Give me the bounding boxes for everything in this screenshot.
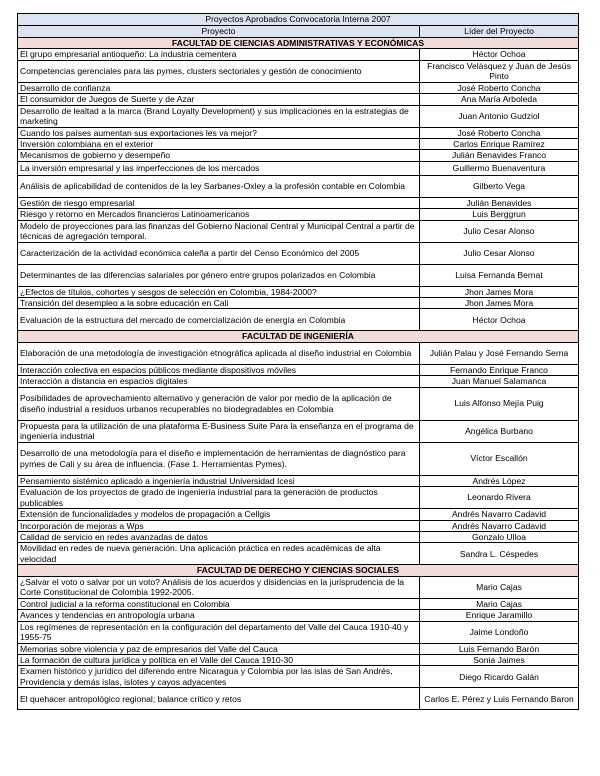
faculty-row [18, 565, 579, 576]
project-cell: Control judicial a la reforma constitucional en Colombia [18, 598, 420, 609]
project-cell: Caracterización de la actividad económica caleña a partir del Censo Económico del 2005 [18, 242, 420, 264]
table-row [18, 666, 579, 688]
faculty-row [18, 38, 579, 49]
leader-cell: Julián Benavides [420, 197, 579, 208]
table-row [18, 688, 579, 710]
table-row [18, 520, 579, 531]
table-row [18, 242, 579, 264]
table-row [18, 420, 579, 442]
project-cell: Avances y tendencias en antropología urbana [18, 610, 420, 621]
leader-cell: Luisa Fernanda Bernat [420, 264, 579, 286]
project-cell: Determinantes de las diferencias salariales por género entre grupos polarizados en Colombia [18, 264, 420, 286]
leader-cell: Angélica Burbano [420, 420, 579, 442]
project-cell: Evaluación de los proyectos de grado de ingeniería industrial para la generación de productos publicables [18, 487, 420, 509]
leader-cell: Gonzalo Ulloa [420, 531, 579, 542]
leader-cell: Andrés Navarro Cadavid [420, 520, 579, 531]
table-row [18, 342, 579, 364]
leader-cell: Luis Alfonso Mejía Puig [420, 387, 579, 420]
project-cell: Propuesta para la utilización de una plataforma E-Business Suite Para la enseñanza en el programa de ingeniería industrial [18, 420, 420, 442]
table-row [18, 442, 579, 475]
leader-column-header: Líder del Proyecto [420, 26, 579, 38]
leader-cell: Julio Cesar Alonso [420, 220, 579, 242]
project-cell: Interacción colectiva en espacios públicos mediante dispositivos móviles [18, 364, 420, 375]
project-cell: Desarrollo de confianza [18, 82, 420, 93]
table-row [18, 175, 579, 197]
leader-cell: Ana María Arboleda [420, 94, 579, 105]
project-cell: Desarrollo de lealtad a la marca (Brand Loyalty Development) y sus implicaciones en la estrategias de marketing [18, 105, 420, 127]
leader-cell: Luis Fernando Barón [420, 643, 579, 654]
faculty-heading: FACULTAD DE CIENCIAS ADMINISTRATIVAS Y ECONÓMICAS [18, 38, 579, 49]
project-cell: Calidad de servicio en redes avanzadas de datos [18, 531, 420, 542]
table-row [18, 598, 579, 609]
leader-cell: Julián Benavides Franco [420, 150, 579, 161]
project-cell: Memorias sobre violencia y paz de empresarios del Valle del Cauca [18, 643, 420, 654]
table-row [18, 487, 579, 509]
project-cell: Mecanismos de gobierno y desempeño [18, 150, 420, 161]
project-cell: Extensión de funcionalidades y modelos de propagación a Cellgis [18, 509, 420, 520]
leader-cell: Enrique Jaramillo [420, 610, 579, 621]
table-row [18, 286, 579, 297]
leader-cell: Mario Cajas [420, 576, 579, 598]
project-cell: Competencias gerenciales para las pymes, clusters sectoriales y gestión de conocimiento [18, 60, 420, 82]
leader-cell: Julio Cesar Alonso [420, 242, 579, 264]
projects-table [17, 13, 579, 710]
table-row [18, 150, 579, 161]
leader-cell: Víctor Escallón [420, 442, 579, 475]
table-row [18, 475, 579, 486]
table-row [18, 576, 579, 598]
project-cell: Examen histórico y jurídico del diferendo entre Nicaragua y Colombia por las islas de San Andrés, Providencia y demás islas, islotes y cayos adyacentes [18, 666, 420, 688]
project-column-header: Proyecto [18, 26, 420, 38]
table-row [18, 610, 579, 621]
table-row [18, 139, 579, 150]
leader-cell: Carlos Enrique Ramírez [420, 139, 579, 150]
table-row [18, 127, 579, 138]
leader-cell: Sandra L. Céspedes [420, 543, 579, 565]
project-cell: Elaboración de una metodología de investigación etnográfica aplicada al diseño industrial en Colombia [18, 342, 420, 364]
faculty-row [18, 331, 579, 342]
leader-cell: Diego Ricardo Galán [420, 666, 579, 688]
project-cell: Incorporación de mejoras a Wps [18, 520, 420, 531]
table-row [18, 60, 579, 82]
table-row [18, 161, 579, 175]
leader-cell: José Roberto Concha [420, 127, 579, 138]
project-cell: La inversión empresarial y las imperfecciones de los mercados [18, 161, 420, 175]
project-cell: El grupo empresarial antioqueño: La industria cementera [18, 49, 420, 60]
table-row [18, 94, 579, 105]
leader-cell: Fernando Enrique Franco [420, 364, 579, 375]
leader-cell: Carlos E. Pérez y Luis Fernando Baron [420, 688, 579, 710]
table-row [18, 264, 579, 286]
table-row [18, 543, 579, 565]
leader-cell: Andrés López [420, 475, 579, 486]
leader-cell: José Roberto Concha [420, 82, 579, 93]
project-cell: Análisis de aplicabilidad de contenidos de la ley Sarbanes-Oxley a la profesión contable en Colombia [18, 175, 420, 197]
leader-cell: Juan Antonio Gudziol [420, 105, 579, 127]
project-cell: Transición del desempleo a la sobre educación en Cali [18, 298, 420, 309]
faculty-heading: FACULTAD DE DERECHO Y CIENCIAS SOCIALES [18, 565, 579, 576]
table-row [18, 197, 579, 208]
leader-cell: Jhon James Mora [420, 298, 579, 309]
table-row [18, 376, 579, 387]
project-cell: Desarrollo de una metodología para el diseño e implementación de herramientas de diagnóstico para pymes de Cali y su área de influencia. (Fase 1. Herramientas Pymes). [18, 442, 420, 475]
faculty-heading: FACULTAD DE INGENIERÍA [18, 331, 579, 342]
leader-cell: Julián Palau y José Fernando Serna [420, 342, 579, 364]
table-row [18, 209, 579, 220]
project-cell: ¿Efectos de títulos, cohortes y sesgos de selección en Colombia, 1984-2000? [18, 286, 420, 297]
leader-cell: Luis Berggrun [420, 209, 579, 220]
leader-cell: Leonardo Rivera [420, 487, 579, 509]
table-row [18, 220, 579, 242]
table-row [18, 49, 579, 60]
project-cell: Movilidad en redes de nueva generación. Una aplicación práctica en redes académicas de alta velocidad [18, 543, 420, 565]
header-row [18, 26, 579, 38]
project-cell: El quehacer antropológico regional; balance crítico y retos [18, 688, 420, 710]
project-cell: Riesgo y retorno en Mercados financieros Latinoamericanos [18, 209, 420, 220]
table-row [18, 298, 579, 309]
project-cell: Evaluación de la estructura del mercado de comercialización de energía en Colombia [18, 309, 420, 331]
project-cell: El consumidor de Juegos de Suerte y de Azar [18, 94, 420, 105]
project-cell: Posibilidades de aprovechamiento alternativo y generación de valor por medio de la aplicación de diseño industrial a residuos urbanos recuperables no biodegradables en Colombia [18, 387, 420, 420]
project-cell: La formación de cultura jurídica y política en el Valle del Cauca 1910-30 [18, 654, 420, 665]
leader-cell: Juan Manuel Salamanca [420, 376, 579, 387]
leader-cell: Jaime Londoño [420, 621, 579, 643]
title-row [18, 14, 579, 26]
table-row [18, 82, 579, 93]
table-row [18, 387, 579, 420]
project-cell: Modelo de proyecciones para las finanzas del Gobierno Nacional Central y Municipal Central a partir de técnicas de agregación temporal. [18, 220, 420, 242]
table-body [18, 38, 579, 710]
project-cell: Interacción a distancia en espacios digitales [18, 376, 420, 387]
table-row [18, 621, 579, 643]
leader-cell: Héctor Ochoa [420, 309, 579, 331]
table-row [18, 364, 579, 375]
table-row [18, 309, 579, 331]
project-cell: ¿Salvar el voto o salvar por un voto? Análisis de los acuerdos y disidencias en la jurisprudencia de la Corte Constitucional de Colombia 1992-2005. [18, 576, 420, 598]
leader-cell: Mario Cajas [420, 598, 579, 609]
project-cell: Inversión colombiana en el exterior [18, 139, 420, 150]
table-row [18, 509, 579, 520]
table-row [18, 531, 579, 542]
table-row [18, 643, 579, 654]
table-row [18, 105, 579, 127]
table-title: Proyectos Aprobados Convocatoria Interna 2007 [18, 14, 579, 26]
project-cell: Cuando los países aumentan sus exportaciones les va mejor? [18, 127, 420, 138]
leader-cell: Guillermo Buenaventura [420, 161, 579, 175]
leader-cell: Andrés Navarro Cadavid [420, 509, 579, 520]
project-cell: Gestión de riesgo empresarial [18, 197, 420, 208]
leader-cell: Francisco Velásquez y Juan de Jesús Pinto [420, 60, 579, 82]
table-row [18, 654, 579, 665]
leader-cell: Gilberto Vega [420, 175, 579, 197]
leader-cell: Sonia Jaimes [420, 654, 579, 665]
leader-cell: Héctor Ochoa [420, 49, 579, 60]
project-cell: Pensamiento sistémico aplicado a ingeniería industrial Universidad Icesi [18, 475, 420, 486]
project-cell: Los regímenes de representación en la configuración del departamento del Valle del Cauca 1910-40 y 1955-75 [18, 621, 420, 643]
leader-cell: Jhon James Mora [420, 286, 579, 297]
